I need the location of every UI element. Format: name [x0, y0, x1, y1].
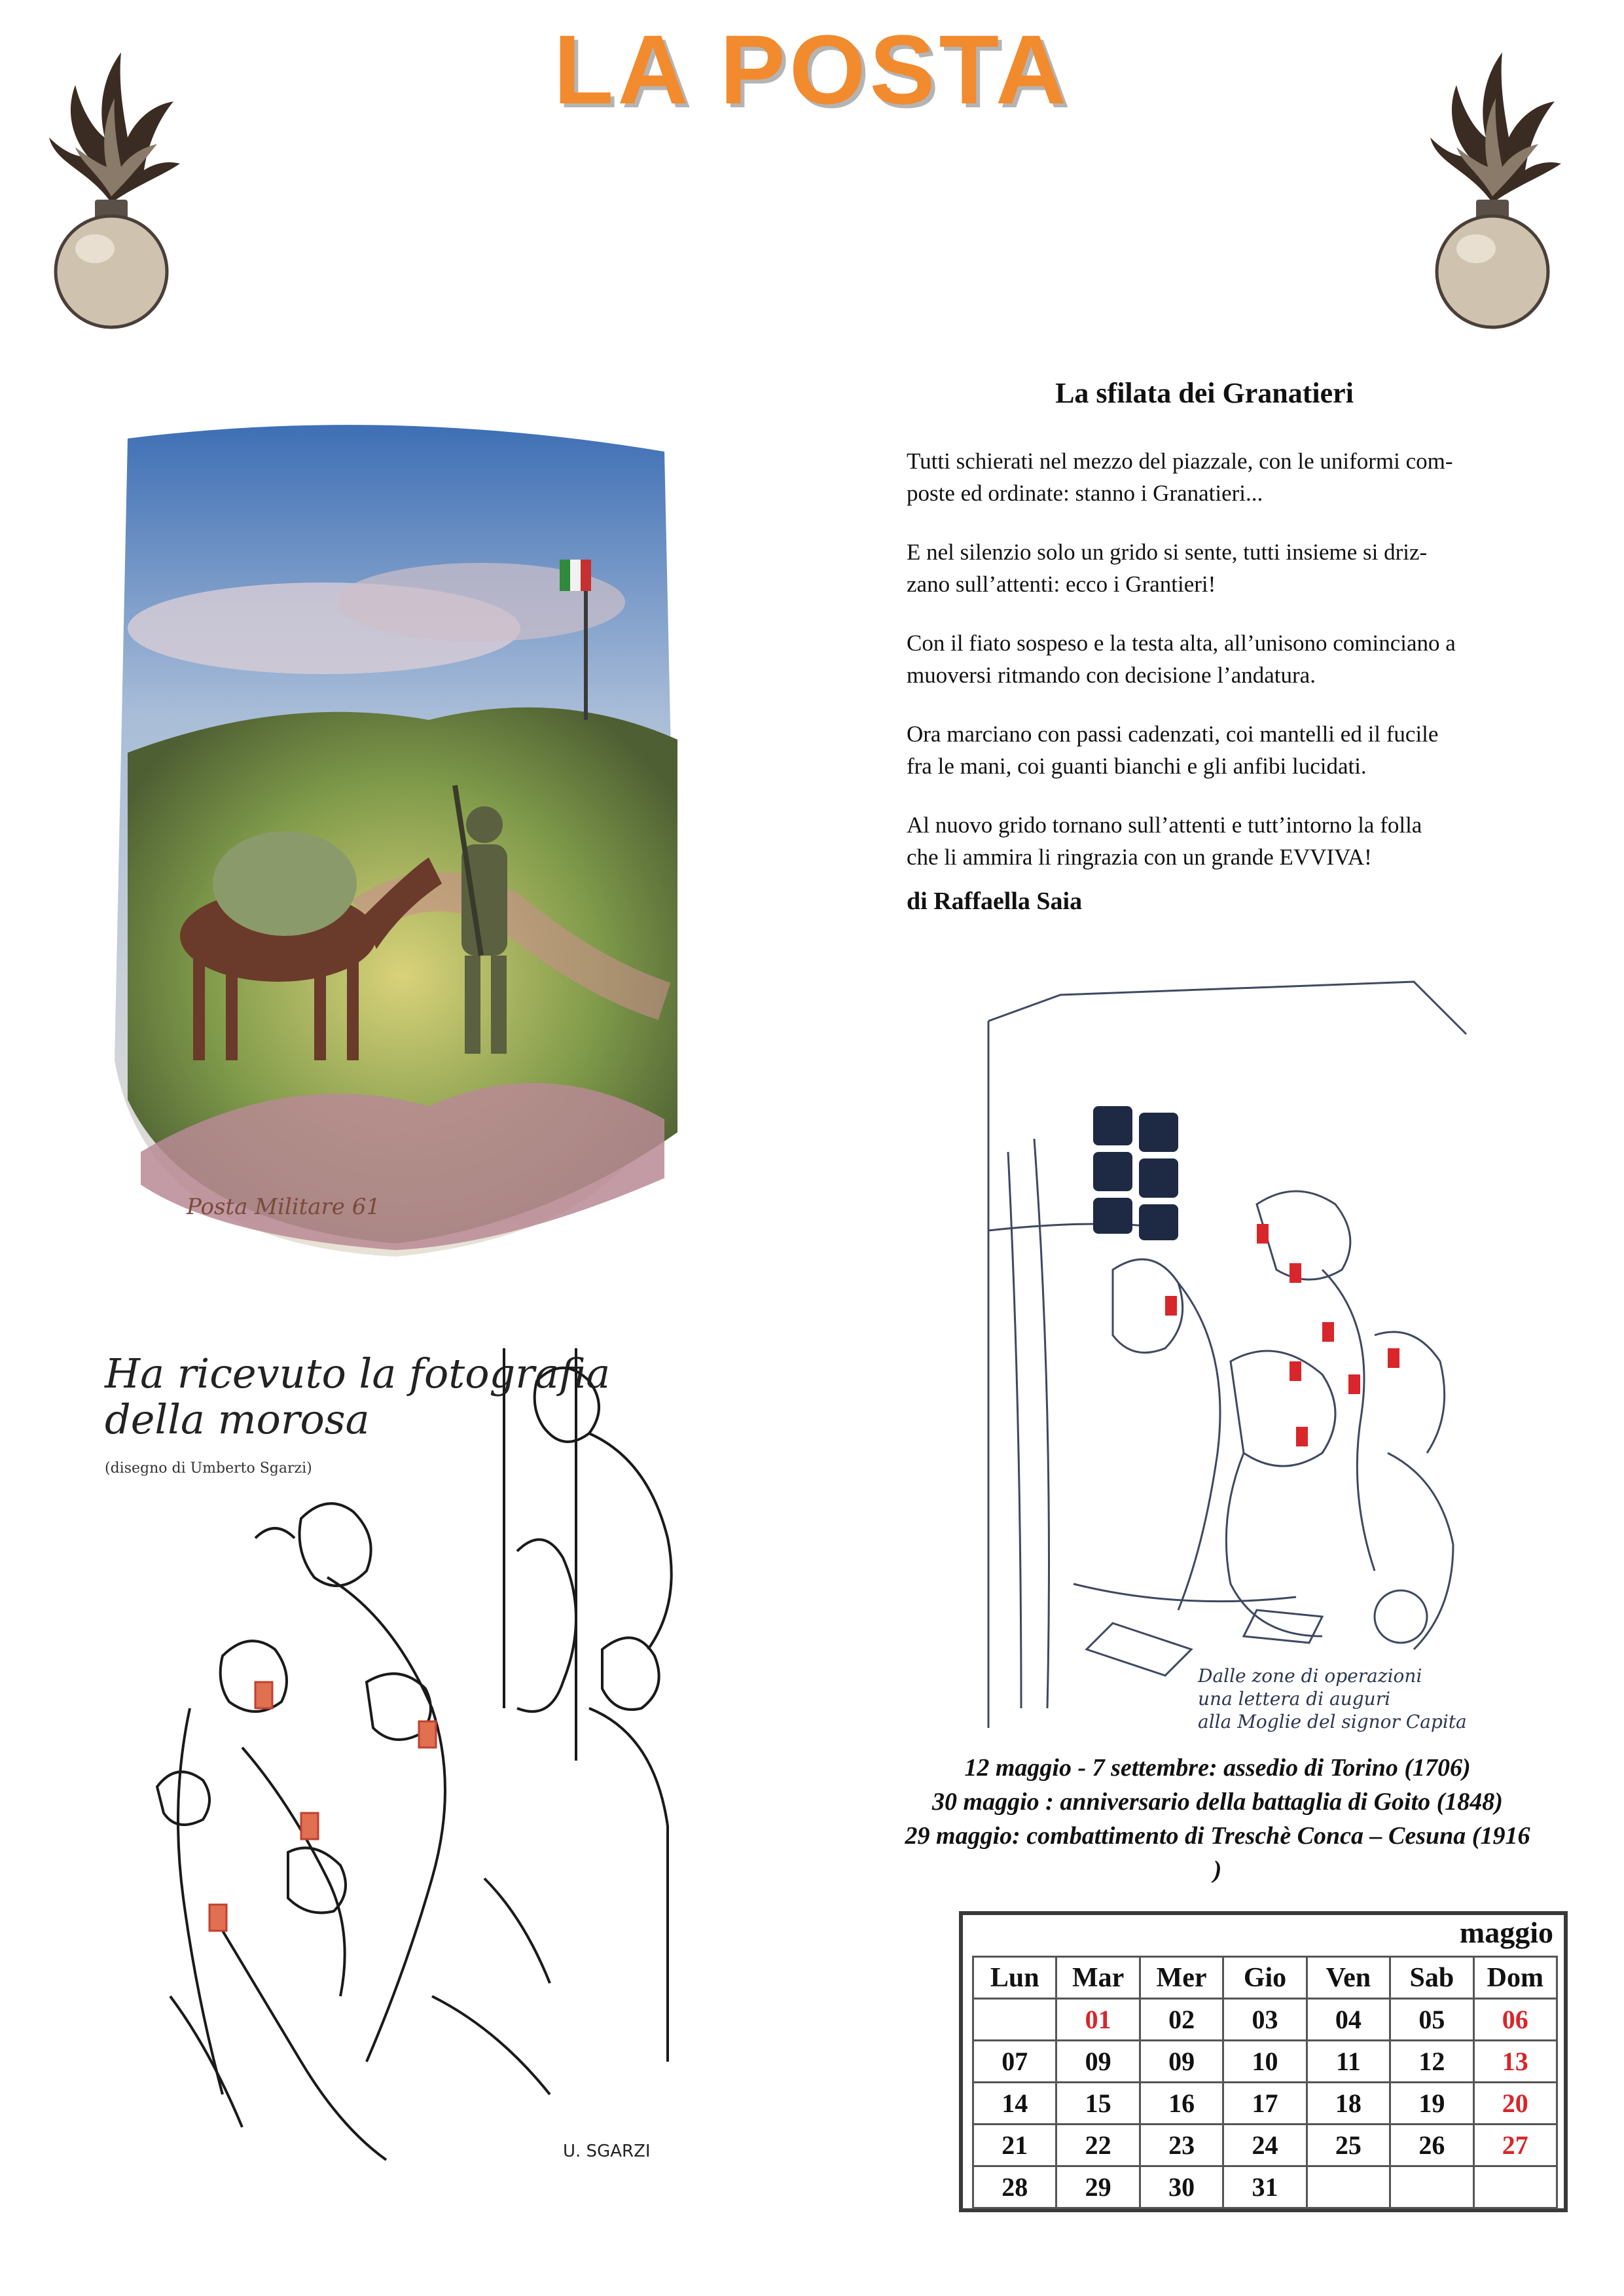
poem-stanza	[907, 809, 1496, 873]
poem-line: zano sull’attenti: ecco i Grantieri!	[907, 571, 1216, 597]
calendar-day: 06	[1475, 2000, 1558, 2041]
poem-stanza	[907, 718, 1496, 782]
calendar-day: 22	[1057, 2125, 1140, 2167]
calendar-empty-cell	[1391, 2167, 1474, 2209]
sketch-caption: della morosa	[105, 1395, 370, 1443]
calendar-day: 09	[1141, 2041, 1224, 2083]
poem-line: Tutti schierati nel mezzo del piazzale, con le uniformi com-	[907, 448, 1453, 474]
calendar-day: 23	[1141, 2125, 1224, 2167]
calendar-day: 19	[1391, 2083, 1474, 2125]
calendar-day: 29	[1057, 2167, 1140, 2209]
calendar-day: 24	[1224, 2125, 1307, 2167]
poem-body	[907, 445, 1496, 900]
calendar-day: 28	[974, 2167, 1057, 2209]
poem-line: poste ed ordinate: stanno i Granatieri...	[907, 480, 1263, 506]
calendar-day: 27	[1475, 2125, 1558, 2167]
calendar-day: 07	[974, 2041, 1057, 2083]
poem-author: di Raffaella Saia	[907, 888, 1083, 915]
watercolor-illustration	[88, 412, 700, 1263]
calendar-day: 31	[1224, 2167, 1307, 2209]
page-title: LA POSTA	[553, 14, 1071, 124]
sketch-signature: U. SGARZI	[563, 2142, 651, 2161]
calendar-empty-cell	[1308, 2167, 1391, 2209]
poem-line: fra le mani, coi guanti bianchi e gli anfibi lucidati.	[907, 753, 1367, 779]
anniversary-line: )	[1213, 1856, 1222, 1884]
poem-stanza	[907, 627, 1496, 691]
poem-line: Con il fiato sospeso e la testa alta, all’unisono cominciano a	[907, 630, 1456, 656]
calendar-month-label: maggio	[1459, 1916, 1553, 1949]
flaming-grenade-icon	[36, 39, 187, 340]
sketch-soldiers-letter	[982, 956, 1473, 1744]
calendar-day: 05	[1391, 2000, 1474, 2041]
calendar-day: 10	[1224, 2041, 1307, 2083]
calendar-empty-cell	[974, 2000, 1057, 2041]
sketch-handwriting: alla Moglie del signor Capita	[1198, 1711, 1467, 1732]
flaming-grenade-icon	[1417, 39, 1568, 340]
poem-line: Al nuovo grido tornano sull’attenti e tutt’intorno la folla	[907, 812, 1422, 838]
anniversary-line: 29 maggio: combattimento di Treschè Conca – Cesuna (1916	[905, 1822, 1530, 1850]
poem-stanza	[907, 445, 1496, 509]
sketch-handwriting: Dalle zone di operazioni	[1198, 1665, 1422, 1687]
calendar-day: 14	[974, 2083, 1057, 2125]
poem-title: La sfilata dei Granatieri	[1055, 377, 1354, 409]
calendar-day: 21	[974, 2125, 1057, 2167]
calendar-day: 30	[1141, 2167, 1224, 2209]
calendar-weekday: Dom	[1475, 1958, 1558, 2000]
poem-line: Ora marciano con passi cadenzati, coi mantelli ed il fucile	[907, 721, 1439, 747]
calendar-day: 02	[1141, 2000, 1224, 2041]
calendar-day: 18	[1308, 2083, 1391, 2125]
anniversary-line: 30 maggio : anniversario della battaglia di Goito (1848)	[932, 1788, 1503, 1816]
poem-line: muoversi ritmando con decisione l’andatura.	[907, 662, 1316, 688]
calendar-day: 12	[1391, 2041, 1474, 2083]
calendar-day: 26	[1391, 2125, 1474, 2167]
calendar-day: 04	[1308, 2000, 1391, 2041]
poem-line: che li ammira li ringrazia con un grande EVVIVA!	[907, 844, 1372, 870]
poem-line: E nel silenzio solo un grido si sente, tutti insieme si driz-	[907, 539, 1428, 565]
anniversary-line: 12 maggio - 7 settembre: assedio di Torino (1706)	[964, 1754, 1471, 1782]
calendar-weekday: Mer	[1141, 1958, 1224, 2000]
anniversaries-list	[871, 1751, 1564, 1887]
month-calendar	[959, 1911, 1568, 2212]
calendar-day: 25	[1308, 2125, 1391, 2167]
calendar-day: 17	[1224, 2083, 1307, 2125]
calendar-weekday: Gio	[1224, 1958, 1307, 2000]
calendar-grid	[972, 1956, 1558, 2209]
watercolor-signature: Posta Militare 61	[187, 1194, 380, 1220]
calendar-day: 13	[1475, 2041, 1558, 2083]
calendar-day: 03	[1224, 2000, 1307, 2041]
calendar-day: 09	[1057, 2041, 1140, 2083]
calendar-day: 16	[1141, 2083, 1224, 2125]
sketch-caption: Ha ricevuto la fotografia	[105, 1350, 611, 1397]
calendar-weekday: Mar	[1057, 1958, 1140, 2000]
calendar-day: 01	[1057, 2000, 1140, 2041]
sketch-soldiers-photo	[92, 1342, 730, 2179]
calendar-empty-cell	[1475, 2167, 1558, 2209]
sketch-credit: (disegno di Umberto Sgarzi)	[105, 1460, 312, 1477]
poem-stanza	[907, 536, 1496, 600]
sketch-handwriting: una lettera di auguri	[1198, 1688, 1391, 1710]
calendar-day: 15	[1057, 2083, 1140, 2125]
calendar-weekday: Lun	[974, 1958, 1057, 2000]
calendar-weekday: Sab	[1391, 1958, 1474, 2000]
calendar-weekday: Ven	[1308, 1958, 1391, 2000]
calendar-day: 20	[1475, 2083, 1558, 2125]
calendar-day: 11	[1308, 2041, 1391, 2083]
